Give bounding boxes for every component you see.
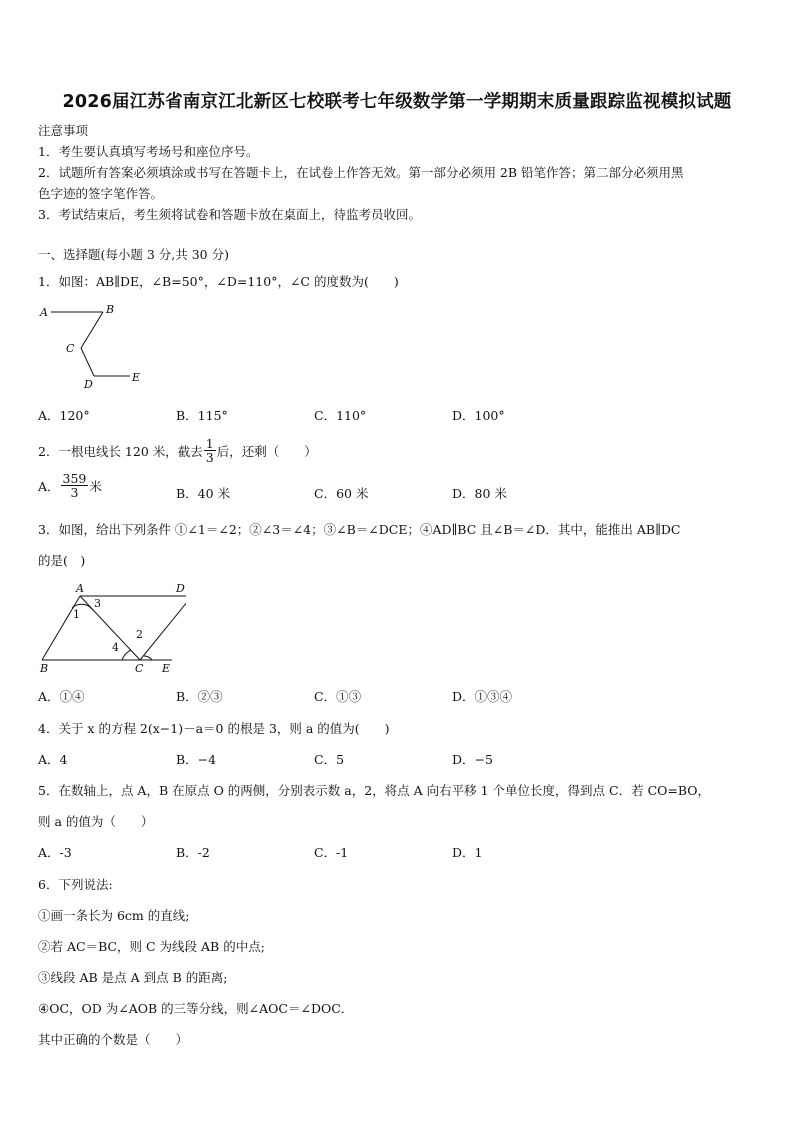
q5-option-c: C．-1 [314, 845, 349, 860]
fig1-label-c: C [66, 342, 75, 355]
question-2-stem [38, 437, 317, 464]
fig3-label-a: A [76, 582, 84, 595]
fig3-angle-4: 4 [112, 641, 119, 654]
notice-item-1: 1．考生要认真填写考场号和座位序号。 [38, 144, 259, 159]
q4-option-d: D．−5 [452, 752, 493, 767]
fig3-label-c: C [135, 662, 144, 674]
question-3-stem-line-1: 3．如图，给出下列条件 ①∠1＝∠2；②∠3＝∠4；③∠B＝∠DCE；④AD∥BC 且∠B＝∠D．其中，能推出 AB∥DC [38, 522, 681, 537]
fig1-label-b: B [106, 303, 115, 316]
q3-option-d: D．①③④ [452, 689, 513, 704]
question-4-stem: 4．关于 x 的方程 2(x−1)－a＝0 的根是 3，则 a 的值为( ) [38, 721, 390, 736]
fig3-angle-2: 2 [136, 628, 143, 641]
notice-item-2-cont: 色字迹的签字笔作答。 [38, 186, 164, 201]
q6-statement-2: ②若 AC＝BC，则 C 为线段 AB 的中点; [38, 939, 265, 954]
notice-heading: 注意事项 [38, 123, 89, 138]
q6-question: 其中正确的个数是（ ） [38, 1032, 189, 1047]
q2-option-a [38, 472, 102, 499]
question-3-figure [36, 578, 186, 674]
fig1-label-d: D [84, 378, 93, 391]
q2-frac-den: 3 [205, 450, 214, 466]
q1-option-b: B．115° [176, 408, 228, 423]
q5-option-a: A．-3 [38, 845, 72, 860]
question-1-figure [36, 300, 156, 392]
q6-statement-1: ①画一条长为 6cm 的直线; [38, 908, 190, 923]
q2-option-b: B．40 米 [176, 486, 231, 501]
fig3-label-b: B [40, 662, 49, 674]
q2-option-a-prefix: A． [38, 478, 60, 494]
q2-option-c: C．60 米 [314, 486, 369, 501]
question-1-stem: 1．如图：AB∥DE，∠B=50°，∠D=110°，∠C 的度数为( ) [38, 274, 399, 289]
q2-option-d: D．80 米 [452, 486, 507, 501]
q2-option-a-fraction [61, 472, 89, 499]
q4-option-a: A．4 [38, 752, 68, 767]
q1-option-c: C．110° [314, 408, 367, 423]
q4-option-b: B．−4 [176, 752, 217, 767]
question-6-stem: 6．下列说法: [38, 877, 113, 892]
q1-option-a: A．120° [38, 408, 90, 423]
q6-statement-3: ③线段 AB 是点 A 到点 B 的距离; [38, 970, 228, 985]
q1-option-d: D．100° [452, 408, 505, 423]
q2-stem-after: 后，还剩（ ） [216, 443, 317, 459]
q2-option-a-den: 3 [70, 485, 79, 501]
q6-statement-4: ④OC，OD 为∠AOB 的三等分线，则∠AOC＝∠DOC． [38, 1001, 354, 1016]
notice-item-2: 2．试题所有答案必须填涂或书写在答题卡上，在试卷上作答无效。第一部分必须用 2B 铅笔作答；第二部分必须用黑 [38, 165, 684, 180]
fig3-label-e: E [162, 662, 171, 674]
fig3-angle-1: 1 [73, 608, 80, 621]
notice-item-3: 3．考试结束后，考生须将试卷和答题卡放在桌面上，待监考员收回。 [38, 207, 421, 222]
section-heading: 一、选择题(每小题 3 分,共 30 分) [38, 247, 229, 262]
question-3-stem-line-2: 的是( ) [38, 553, 86, 568]
q2-option-a-num: 359 [62, 471, 87, 486]
question-5-stem-line-1: 5．在数轴上，点 A，B 在原点 O 的两侧，分别表示数 a，2，将点 A 向右平移 1 个单位长度，得到点 C．若 CO=BO， [38, 783, 711, 798]
page-title: 2026届江苏省南京江北新区七校联考七年级数学第一学期期末质量跟踪监视模拟试题 [62, 92, 732, 112]
q4-option-c: C．5 [314, 752, 345, 767]
q3-option-c: C．①③ [314, 689, 362, 704]
fig3-angle-3: 3 [94, 597, 101, 610]
fig1-label-a: A [40, 306, 48, 319]
question-5-stem-line-2: 则 a 的值为（ ） [38, 814, 154, 829]
fig3-label-d: D [176, 582, 185, 595]
q2-fraction [204, 437, 216, 464]
q2-frac-num: 1 [205, 436, 214, 451]
q3-option-a: A．①④ [38, 689, 85, 704]
q2-stem-before: 2．一根电线长 120 米，截去 [38, 443, 203, 459]
q2-option-a-suffix: 米 [89, 478, 102, 494]
q5-option-d: D．1 [452, 845, 483, 860]
fig1-label-e: E [132, 371, 141, 384]
q5-option-b: B．-2 [176, 845, 210, 860]
q3-option-b: B．②③ [176, 689, 223, 704]
